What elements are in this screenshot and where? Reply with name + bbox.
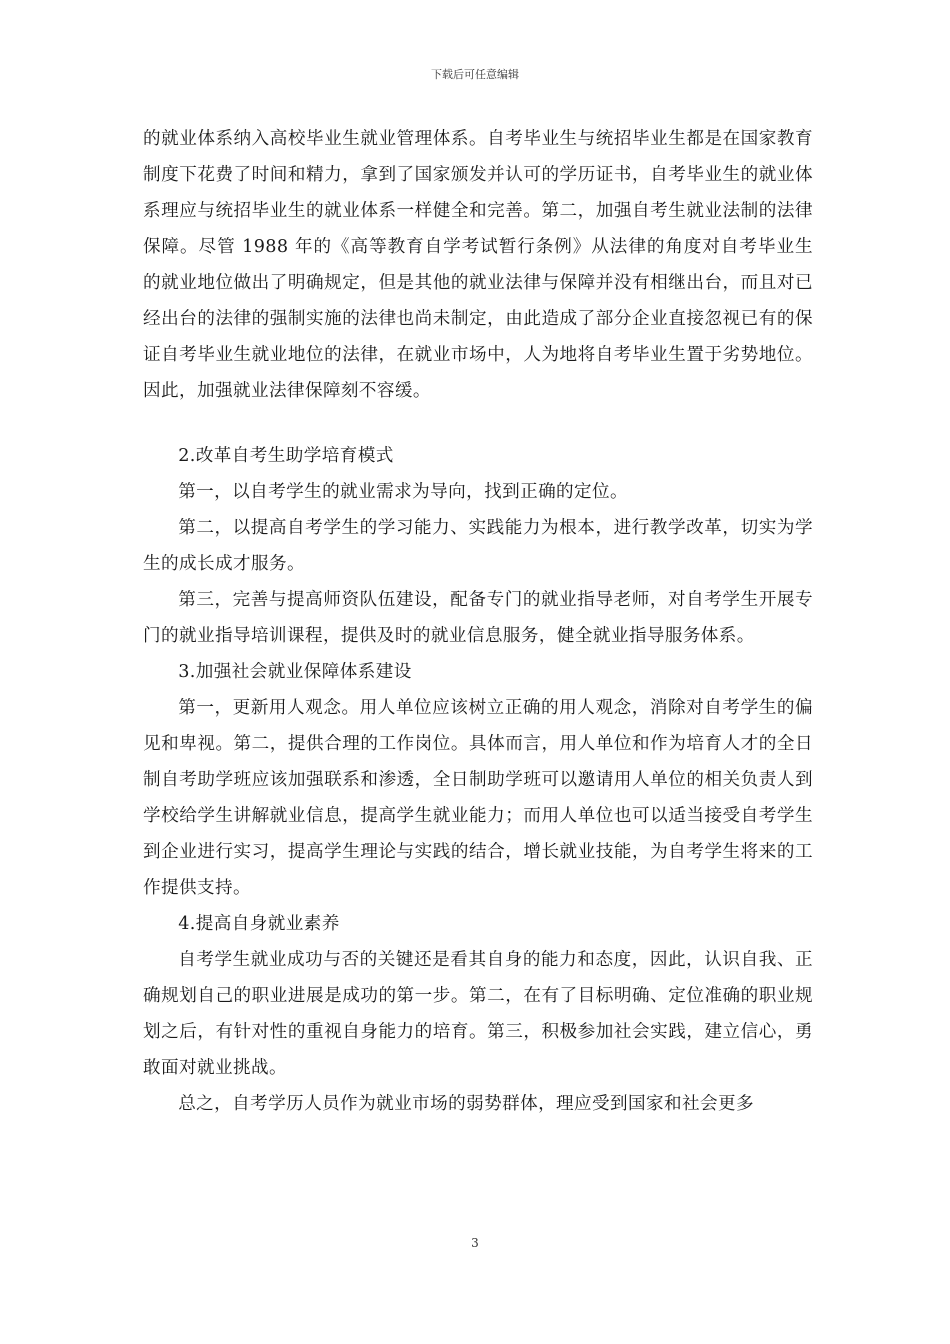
page-number: 3 — [471, 1236, 479, 1250]
paragraph: 第二，以提高自考学生的学习能力、实践能力为根本，进行教学改革，切实为学生的成长成才服务。 — [143, 518, 813, 574]
paragraph: 第一，更新用人观念。用人单位应该树立正确的用人观念，消除对自考学生的偏见和卑视。第二，提供合理的工作岗位。具体而言，用人单位和作为培育人才的全日制自考助学班应该加强联系和渗透，全日制助学班可以邀请用人单位的相关负责人到学校给学生讲解就业信息，提高学生就业能力；而用人单位也可以适当接受自考学生到企业进行实习，提高学生理论与实践的结合，增长就业技能，为自考学生将来的工作提供支持。 — [143, 698, 813, 898]
paragraph: 自考学生就业成功与否的关键还是看其自身的能力和态度，因此，认识自我、正确规划自己的职业进展是成功的第一步。第二，在有了目标明确、定位准确的职业规划之后，有针对性的重视自身能力的培育。第三，积极参加社会实践，建立信心，勇敢面对就业挑战。 — [143, 950, 813, 1078]
paragraph-conclusion: 总之，自考学历人员作为就业市场的弱势群体，理应受到国家和社会更多 — [178, 1094, 754, 1114]
paragraph-continuation: 的就业体系纳入高校毕业生就业管理体系。自考毕业生与统招毕业生都是在国家教育制度下花费了时间和精力，拿到了国家颁发并认可的学历证书，自考毕业生的就业体系理应与统招毕业生的就业体系一样健全和完善。第二，加强自考生就业法制的法律保障。尽管 1988 年的《高等教育自学考试暂行条例》从法律的角度对自考毕业生的就业地位做出了明确规定，但是其他的就业法律与保障并没有相继出台，而且对已经出台的法律的强制实施的法律也尚未制定，由此造成了部分企业直接忽视已有的保证自考毕业生就业地位的法律，在就业市场中，人为地将自考毕业生置于劣势地位。因此，加强就业法律保障刻不容缓。 — [143, 129, 813, 401]
paragraph: 第一，以自考学生的就业需求为导向，找到正确的定位。 — [178, 482, 629, 502]
page-header-note: 下载后可任意编辑 — [431, 68, 519, 81]
section-heading-2: 2.改革自考生助学培育模式 — [178, 446, 394, 466]
document-body — [143, 121, 813, 1122]
section-heading-3: 3.加强社会就业保障体系建设 — [178, 662, 412, 682]
section-heading-4: 4.提高自身就业素养 — [178, 914, 340, 934]
paragraph: 第三，完善与提高师资队伍建设，配备专门的就业指导老师，对自考学生开展专门的就业指导培训课程，提供及时的就业信息服务，健全就业指导服务体系。 — [143, 590, 813, 646]
